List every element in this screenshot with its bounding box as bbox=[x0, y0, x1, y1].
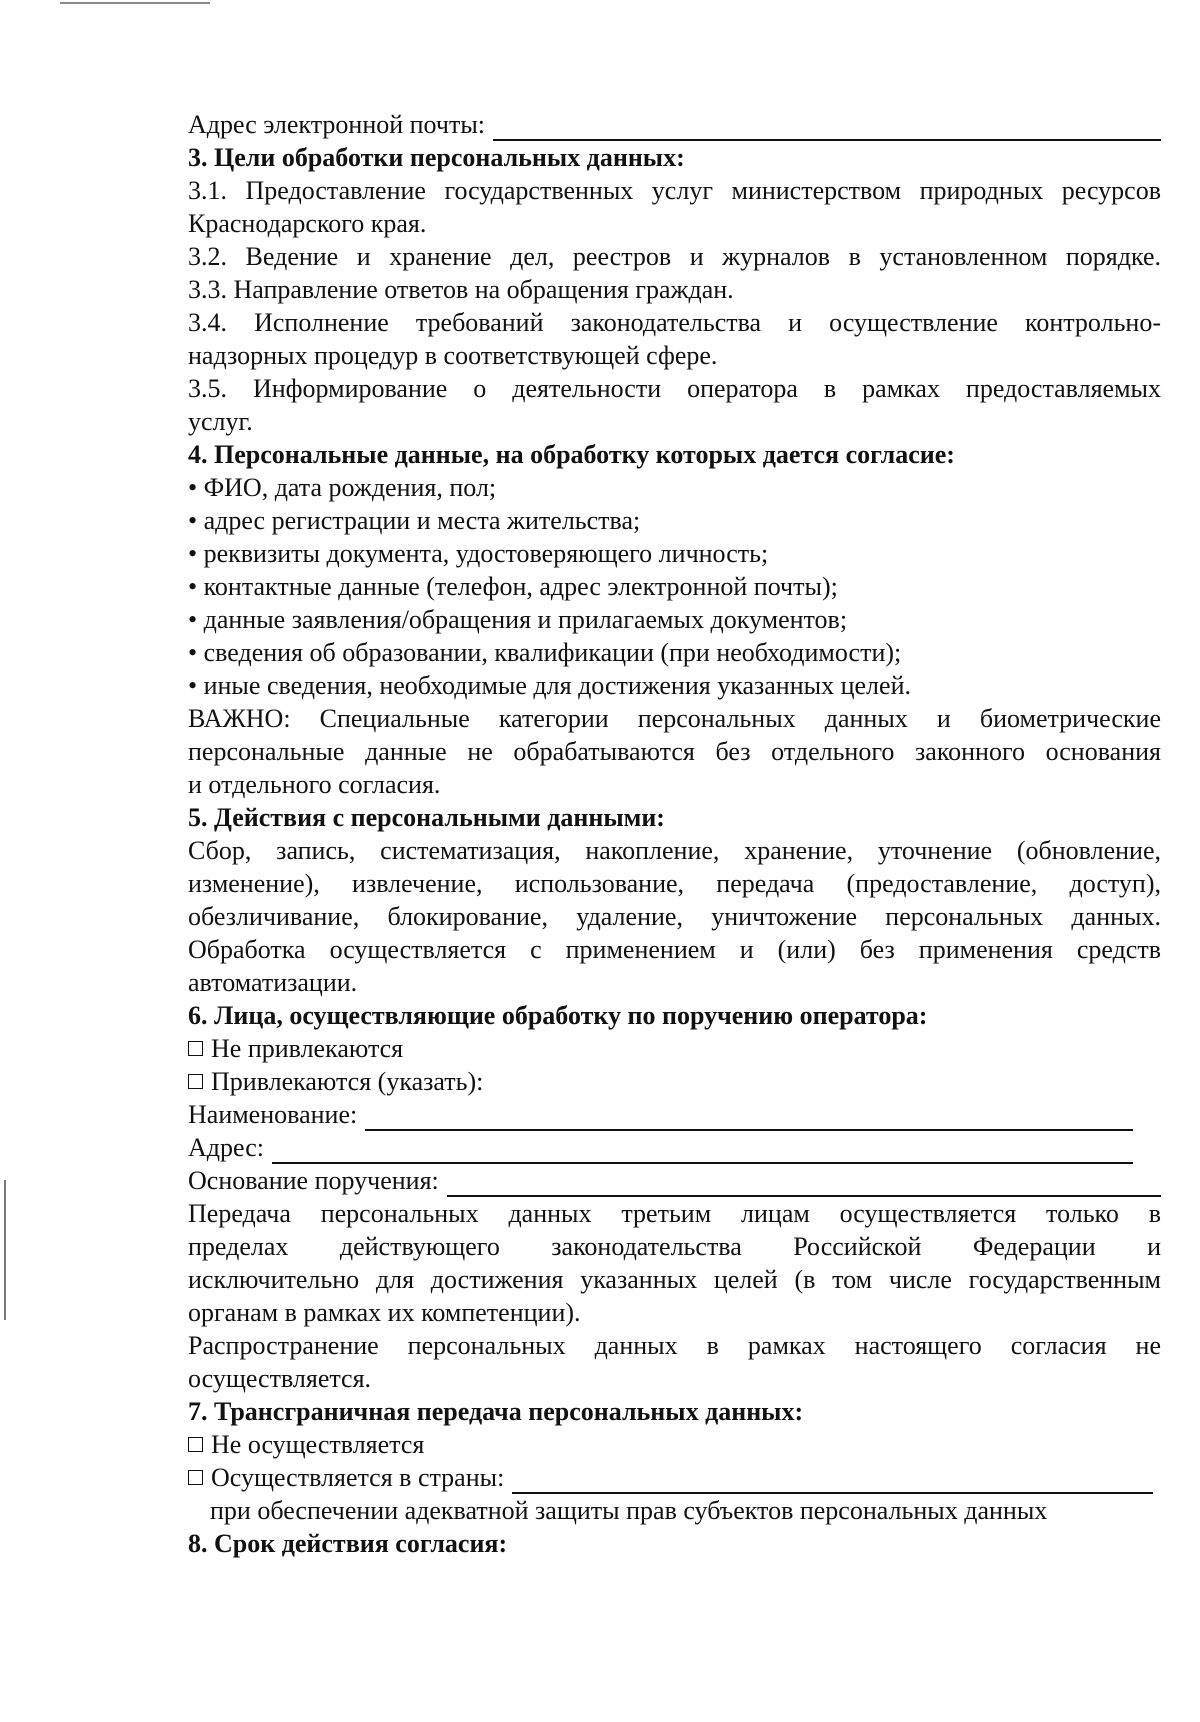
s4-bullet: • контактные данные (телефон, адрес электронной почты); bbox=[188, 572, 838, 601]
s4-bullet: • иные сведения, необходимые для достижения указанных целей. bbox=[188, 671, 911, 700]
s6-transfer-line: органам в рамках их компетенции). bbox=[188, 1298, 581, 1327]
s6-option-not-engaged[interactable] bbox=[188, 1032, 1161, 1065]
assignment-basis-blank-line bbox=[447, 1171, 1161, 1197]
section-8-title: 8. Срок действия согласия: bbox=[188, 1529, 508, 1558]
s6-transfer-line: Передача персональных данных третьим лицам осуществляется только в bbox=[188, 1199, 1161, 1228]
s5-line: Обработка осуществляется с применением и (или) без применения средств bbox=[188, 935, 1161, 964]
processor-name-field[interactable] bbox=[188, 1098, 1161, 1131]
s7-option-performed[interactable] bbox=[188, 1461, 1161, 1494]
processor-address-field[interactable] bbox=[188, 1131, 1161, 1164]
s6-transfer-line: пределах действующего законодательства Российской Федерации и bbox=[188, 1232, 1161, 1261]
email-label: Адрес электронной почты: bbox=[188, 110, 486, 139]
checkbox-icon[interactable] bbox=[188, 1074, 203, 1089]
s4-important-line: и отдельного согласия. bbox=[188, 770, 441, 799]
s4-bullet: • реквизиты документа, удостоверяющего личность; bbox=[188, 539, 769, 568]
scan-artifact-top bbox=[60, 2, 210, 4]
email-field[interactable] bbox=[188, 108, 1161, 141]
s7-option1-label: Не осуществляется bbox=[211, 1430, 425, 1459]
s5-line: автоматизации. bbox=[188, 968, 358, 997]
s3-line: 3.5. Информирование о деятельности оператора в рамках предоставляемых bbox=[188, 374, 1161, 403]
checkbox-icon[interactable] bbox=[188, 1041, 203, 1056]
s4-bullet: • данные заявления/обращения и прилагаемых документов; bbox=[188, 605, 848, 634]
s6-distribution-line: Распространение персональных данных в рамках настоящего согласия не bbox=[188, 1331, 1161, 1360]
assignment-basis-label: Основание поручения: bbox=[188, 1166, 439, 1195]
section-7-title: 7. Трансграничная передача персональных данных: bbox=[188, 1397, 804, 1426]
s3-line: 3.1. Предоставление государственных услуг министерством природных ресурсов bbox=[188, 176, 1161, 205]
countries-blank-line bbox=[512, 1468, 1153, 1494]
s4-important-line: персональные данные не обрабатываются без отдельного законного основания bbox=[188, 737, 1161, 766]
s5-line: изменение), извлечение, использование, передача (предоставление, доступ), bbox=[188, 869, 1161, 898]
s4-important-line: ВАЖНО: Специальные категории персональных данных и биометрические bbox=[188, 704, 1161, 733]
s3-line: 3.4. Исполнение требований законодательства и осуществление контрольно- bbox=[188, 308, 1161, 337]
s3-line: 3.2. Ведение и хранение дел, реестров и журналов в установленном порядке. bbox=[188, 242, 1161, 271]
s6-transfer-line: исключительно для достижения указанных целей (в том числе государственным bbox=[188, 1265, 1161, 1294]
section-6-title: 6. Лица, осуществляющие обработку по поручению оператора: bbox=[188, 1001, 928, 1030]
s6-option1-label: Не привлекаются bbox=[211, 1034, 404, 1063]
checkbox-icon[interactable] bbox=[188, 1437, 203, 1452]
s5-line: обезличивание, блокирование, удаление, уничтожение персональных данных. bbox=[188, 902, 1161, 931]
s7-option-not-performed[interactable] bbox=[188, 1428, 1161, 1461]
s7-note: при обеспечении адекватной защиты прав субъектов персональных данных bbox=[210, 1496, 1048, 1525]
s3-line: Краснодарского края. bbox=[188, 209, 427, 238]
section-5-title: 5. Действия с персональными данными: bbox=[188, 803, 665, 832]
s6-option2-label: Привлекаются (указать): bbox=[211, 1067, 484, 1096]
email-blank-line bbox=[493, 115, 1161, 141]
processor-address-label: Адрес: bbox=[188, 1133, 264, 1162]
processor-name-blank-line bbox=[365, 1105, 1133, 1131]
document-page bbox=[188, 108, 1161, 1560]
processor-name-label: Наименование: bbox=[188, 1100, 358, 1129]
s3-line: надзорных процедур в соответствующей сфере. bbox=[188, 341, 718, 370]
processor-address-blank-line bbox=[272, 1138, 1133, 1164]
section-3-title: 3. Цели обработки персональных данных: bbox=[188, 143, 685, 172]
s7-option2-label: Осуществляется в страны: bbox=[211, 1463, 505, 1492]
scan-artifact-left bbox=[4, 1180, 6, 1320]
s6-distribution-line: осуществляется. bbox=[188, 1364, 372, 1393]
s4-bullet: • ФИО, дата рождения, пол; bbox=[188, 473, 497, 502]
s6-option-engaged[interactable] bbox=[188, 1065, 1161, 1098]
section-4-title: 4. Персональные данные, на обработку которых дается согласие: bbox=[188, 440, 955, 469]
assignment-basis-field[interactable] bbox=[188, 1164, 1161, 1197]
s4-bullet: • адрес регистрации и места жительства; bbox=[188, 506, 641, 535]
checkbox-icon[interactable] bbox=[188, 1470, 203, 1485]
s3-line: услуг. bbox=[188, 407, 253, 436]
s4-bullet: • сведения об образовании, квалификации (при необходимости); bbox=[188, 638, 902, 667]
s5-line: Сбор, запись, систематизация, накопление, хранение, уточнение (обновление, bbox=[188, 836, 1161, 865]
s3-line: 3.3. Направление ответов на обращения граждан. bbox=[188, 275, 734, 304]
